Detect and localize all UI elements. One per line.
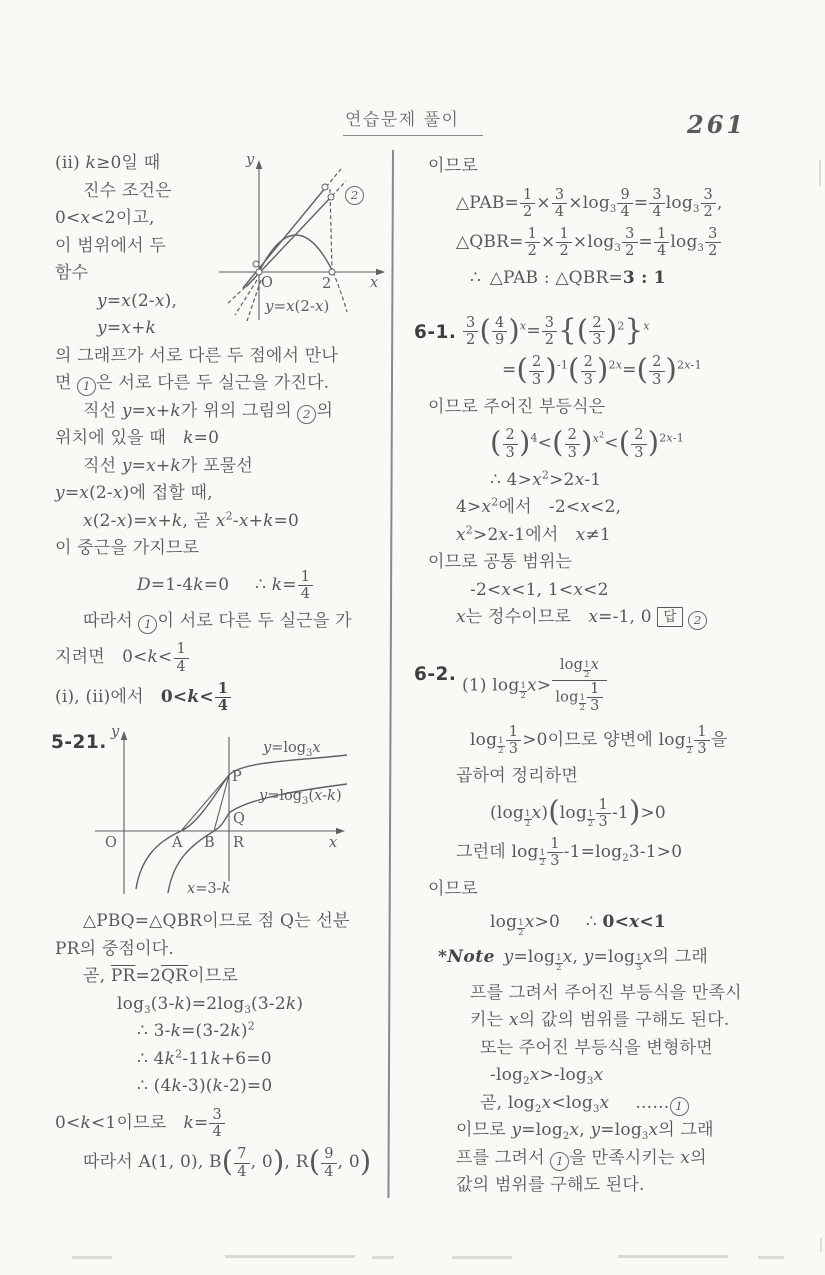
solution-line: y=x+k bbox=[97, 318, 157, 338]
solution-line: $\log_3(3-k)=2\log_3(3-2k)$ bbox=[117, 993, 304, 1016]
problem-label-6-1: 6-1. bbox=[414, 321, 457, 343]
point-R-label: R bbox=[233, 835, 244, 852]
y-axis-label: y bbox=[246, 152, 255, 168]
note-line: *Note y=log $_{\frac{1}{2}}$ x, y=log $_{\frac{1}{3}}$ x의 그래 bbox=[438, 947, 708, 974]
solution-line: 0<k<1이므로 k= $\frac{3}{4}$ bbox=[55, 1107, 387, 1140]
dashed-vertical-x2 bbox=[330, 189, 332, 272]
solution-line: $-\log_2x>-\log_3x$ bbox=[490, 1065, 604, 1088]
parabola-curve bbox=[259, 235, 333, 272]
solution-line: y=x(2-x)에 접할 때, bbox=[55, 483, 213, 503]
solution-line: 면 1 은 서로 다른 두 실근을 가진다. bbox=[55, 370, 387, 398]
solution-line: ∴ $4k^2-11k+6=0$ bbox=[137, 1047, 272, 1069]
solution-line: 키는 x의 값의 범위를 구해도 된다. bbox=[470, 1010, 730, 1031]
solution-line: x는 정수이므로 x=-1, 0 답 2 bbox=[428, 604, 798, 632]
solution-line: 곧, $\overline{PR}=2\overline{QR}$이므로 bbox=[83, 966, 238, 987]
curve1-equation-label: $y=\log_3x$ bbox=[263, 740, 321, 760]
solution-line: 직선 y=x+k가 포물선 bbox=[83, 455, 253, 476]
solution-line: =( $\frac{2}{3}$ )$^{-1}$( $\frac{2}{3}$ )$^{2x}$=( $\frac{2}{3}$ )$^{2x-1}$ bbox=[502, 352, 702, 388]
curve2-equation-label: $y=\log_3(x-k)$ bbox=[259, 788, 342, 808]
solution-line: 함수 bbox=[55, 263, 89, 283]
scan-smudge bbox=[225, 1255, 355, 1258]
solution-line: △PBQ=△QBR이므로 점 Q는 선분 bbox=[83, 911, 350, 932]
solution-line: 이므로 bbox=[428, 878, 478, 899]
solution-line: ∴ $4>x^2>2x-1$ bbox=[490, 468, 602, 490]
solution-line: D=1-4k=0 ∴ k= $\frac{1}{4}$ bbox=[55, 569, 387, 602]
solution-line: log $_{\frac{1}{2}}$ x>0 ∴ 0<x<1 bbox=[490, 912, 666, 939]
scan-smudge bbox=[372, 1256, 394, 1259]
left-column bbox=[51, 150, 387, 1186]
position-mark-2: 2 bbox=[345, 185, 364, 205]
section-6-2 bbox=[414, 656, 798, 1200]
vline-equation-label: x=3-k bbox=[187, 881, 231, 898]
y-axis-arrow bbox=[121, 731, 128, 740]
x-axis-label: x bbox=[329, 835, 338, 852]
solution-line: (1) log $_{\frac{1}{2}}$ x> log $_{\frac{1}{2}}$ x log $_{\frac{1}{2}}$ $\frac{1}{3}$ bbox=[428, 657, 798, 715]
solution-line: PR의 중점이다. bbox=[55, 938, 174, 959]
solution-line: 이므로 주어진 부등식은 bbox=[428, 396, 606, 417]
scan-edge-mark bbox=[820, 1238, 822, 1252]
section-6-1 bbox=[414, 312, 798, 632]
solution-line: ∴ (4k-3)(k-2)=0 bbox=[137, 1076, 273, 1097]
solution-line: $\frac{3}{2}$ ( $\frac{4}{9}$ )$^x$= $\frac{3}{2}$ {( $\frac{2}{3}$ )$^2$}$^x$ bbox=[428, 315, 798, 348]
y-axis-label: y bbox=[111, 724, 120, 741]
section-ii bbox=[55, 150, 387, 714]
solution-line: 진수 조건은 bbox=[83, 180, 172, 201]
scan-smudge bbox=[452, 1256, 512, 1259]
origin-label: O bbox=[261, 275, 273, 291]
problem-label-5-21: 5-21. bbox=[51, 732, 107, 754]
solution-line: 곱하여 정리하면 bbox=[456, 766, 578, 787]
right-column bbox=[414, 153, 798, 1200]
solution-line: $x^2>2x-1$에서 x≠1 bbox=[456, 523, 611, 545]
solution-line: (i), (ii)에서 0<k< $\frac{1}{4}$ bbox=[55, 681, 387, 714]
point-Q-label: Q bbox=[233, 811, 245, 828]
solution-line: -2<x<1, 1<x<2 bbox=[470, 579, 609, 600]
x-tick-2: 2 bbox=[322, 276, 332, 292]
section-gap bbox=[428, 632, 798, 648]
solution-line: 따라서 1 이 서로 다른 두 실근을 가 bbox=[55, 608, 387, 636]
column-divider bbox=[387, 150, 393, 1198]
line-y-equals-x-plus-k-1 bbox=[243, 187, 326, 288]
point-B-label: B bbox=[204, 835, 215, 852]
problem-label-6-2: 6-2. bbox=[414, 663, 457, 685]
solution-line: 이므로 $y=\log_2x$, $y=\log_3x$의 그래 bbox=[456, 1120, 714, 1143]
page-number: 261 bbox=[687, 110, 747, 139]
parabola-equation-label: y=x(2-x) bbox=[265, 297, 330, 315]
line1-dashed-extension bbox=[326, 169, 341, 187]
solution-line: 값의 범위를 구해도 된다. bbox=[456, 1175, 645, 1196]
scan-smudge bbox=[758, 1256, 784, 1259]
section-5-21 bbox=[51, 724, 387, 1180]
solution-line: y=x(2-x), bbox=[97, 290, 178, 311]
solution-line: 곧, $\log_2x<\log_3x$ …… 1 bbox=[428, 1090, 798, 1118]
parabola-dashed-extension bbox=[333, 272, 347, 312]
solution-line: 따라서 A(1, 0), B( $\frac{7}{4}$ , 0), R( $\frac{9}{4}$ , 0) bbox=[83, 1144, 372, 1180]
scan-smudge bbox=[72, 1256, 112, 1259]
solution-line: 의 그래프가 서로 다른 두 점에서 만나 bbox=[55, 345, 338, 366]
scan-smudge bbox=[618, 1255, 728, 1258]
solution-line: 이 범위에서 두 bbox=[55, 235, 166, 256]
point-x2 bbox=[329, 269, 335, 275]
y-axis-arrow bbox=[256, 160, 263, 169]
x-axis-arrow bbox=[336, 828, 345, 835]
solution-line: 위치에 있을 때 k=0 bbox=[55, 428, 220, 448]
point-P-label: P bbox=[232, 769, 242, 786]
point-top-2 bbox=[328, 194, 334, 200]
solution-line: 그런데 log $_{\frac{1}{2}}$ $\frac{1}{3}$ $-1=\log_23-1>0$ bbox=[456, 836, 683, 870]
solution-line: 이 중근을 가지므로 bbox=[55, 538, 200, 558]
graph-parabola-figure bbox=[213, 152, 387, 324]
point-top-1 bbox=[322, 184, 328, 190]
solution-line: ∴ $3-k=(3-2k)^2$ bbox=[137, 1019, 255, 1042]
solution-line: 이므로 bbox=[428, 156, 478, 176]
solution-line: (ii) k≥0일 때 bbox=[55, 153, 161, 173]
origin-label: O bbox=[105, 835, 117, 852]
point-A-label: A bbox=[172, 835, 183, 852]
solution-line: log $_{\frac{1}{2}}$ $\frac{1}{3}$ >0이므로 양변에 log $_{\frac{1}{2}}$ $\frac{1}{3}$ 을 bbox=[470, 723, 728, 757]
solution-line: 또는 주어진 부등식을 변형하면 bbox=[480, 1037, 713, 1058]
solution-line: 0<x<2이고, bbox=[55, 208, 155, 228]
graph-log-figure bbox=[91, 724, 359, 902]
solution-line: △QBR= $\frac{1}{2}$ × $\frac{1}{2}$ $\times\log_3$ $\frac{3}{2}$ = $\frac{1}{4}$ $\log_3$ $\frac{3}{2}$ bbox=[428, 226, 798, 259]
page-title: 연습문제 풀이 bbox=[343, 105, 483, 136]
point-near-origin bbox=[253, 261, 259, 267]
solution-line: △PAB= $\frac{1}{2}$ × $\frac{3}{4}$ $\times\log_3$ $\frac{9}{4}$ = $\frac{3}{4}$ $\log_3$ $\frac{3}{2}$ , bbox=[456, 186, 723, 220]
solution-line: 이므로 공통 범위는 bbox=[428, 552, 573, 573]
solution-line: x(2-x)=x+k, 곧 $x^2-x+k=0$ bbox=[83, 508, 300, 531]
solution-line: ( $\frac{2}{3}$ )$^4$<( $\frac{2}{3}$ )$^{x^2}$<( $\frac{2}{3}$ )$^{2x-1}$ bbox=[490, 425, 684, 461]
scan-edge-mark bbox=[819, 160, 821, 186]
section-gap bbox=[428, 293, 798, 309]
line2-dashed-extension bbox=[332, 181, 346, 196]
solution-line: 직선 y=x+k가 위의 그림의 2 의 bbox=[55, 398, 387, 426]
solution-line: 프를 그려서 주어진 부등식을 만족시 bbox=[470, 982, 742, 1003]
x-axis-label: x bbox=[370, 275, 379, 291]
solution-line: 프를 그려서 1 을 만족시키는 x의 bbox=[428, 1145, 798, 1173]
solution-line: ∴ △PAB : △QBR=3 : 1 bbox=[470, 268, 666, 289]
solution-line: $4>x^2$에서 -2<x<2, bbox=[456, 495, 622, 518]
solution-line: 지려면 0<k< $\frac{1}{4}$ bbox=[55, 641, 387, 674]
solution-line: (log $_{\frac{1}{2}}$ x)(log $_{\frac{1}{2}}$ $\frac{1}{3}$ -1)>0 bbox=[490, 794, 666, 830]
